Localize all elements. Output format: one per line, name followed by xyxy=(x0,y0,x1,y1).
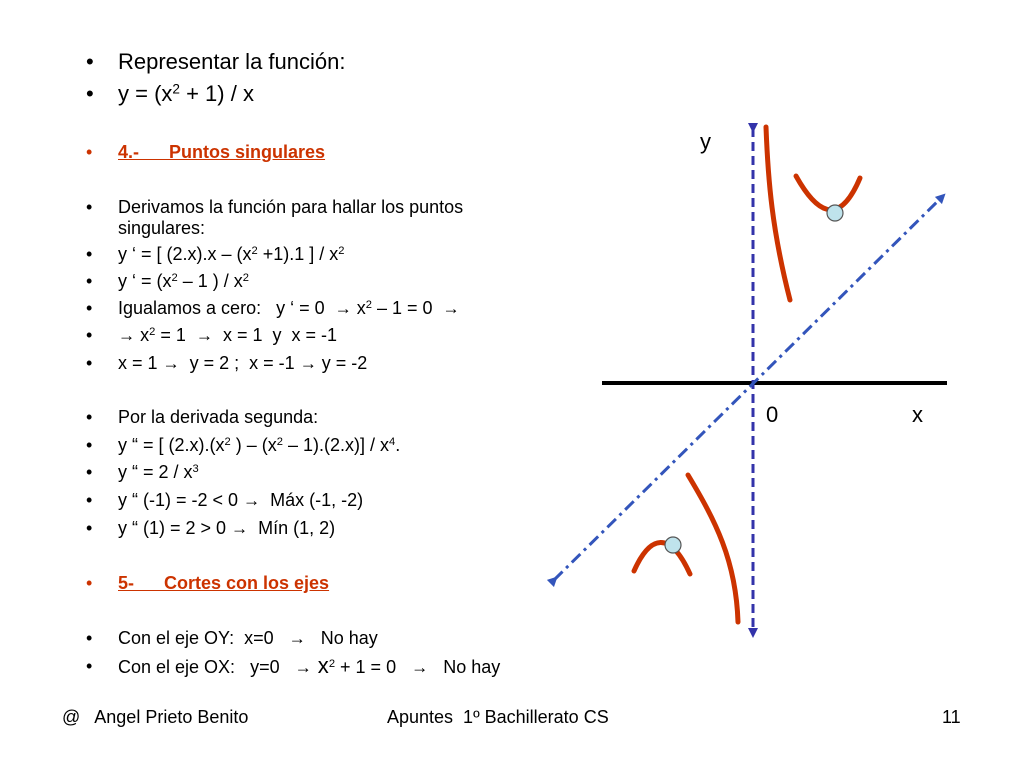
arrow-icon: → xyxy=(162,354,180,373)
maximum-point xyxy=(665,537,681,553)
y-axis-label: y xyxy=(700,129,711,154)
bullet: • xyxy=(86,518,93,538)
bullet: • xyxy=(86,435,93,455)
curve-branch-upper-left xyxy=(766,127,790,300)
arrow-icon: → xyxy=(243,491,261,510)
bullet: • xyxy=(86,271,93,291)
bullet: • xyxy=(86,656,93,676)
minimum-point xyxy=(827,205,843,221)
bullet: • xyxy=(86,325,93,345)
curve-branch-lower-right xyxy=(688,475,738,622)
arrow-icon: → xyxy=(118,326,136,345)
bullet: • xyxy=(86,462,93,482)
curve-branch-lower-max xyxy=(634,542,690,574)
bullet: • xyxy=(86,81,94,106)
arrow-icon: → xyxy=(442,299,460,318)
bullet: • xyxy=(86,49,94,74)
origin-label: 0 xyxy=(766,402,779,427)
arrow-icon: → xyxy=(294,658,312,677)
bullet: • xyxy=(86,244,93,264)
arrow-icon: → xyxy=(299,354,317,373)
bullet: • xyxy=(86,353,93,373)
footer-author: @ Angel Prieto Benito xyxy=(62,707,249,727)
x-axis-label: x xyxy=(912,402,923,427)
footer-course: Apuntes 1º Bachillerato CS xyxy=(387,707,609,727)
bullet: • xyxy=(86,142,93,162)
bullet: • xyxy=(86,628,93,648)
bullet: • xyxy=(86,407,93,427)
arrow-icon: → xyxy=(334,299,352,318)
bullet: • xyxy=(86,490,93,510)
bullet: • xyxy=(86,197,93,217)
oblique-asymptote xyxy=(554,197,942,580)
curve-branch-upper-min xyxy=(796,176,860,210)
bullet: • xyxy=(86,573,93,593)
arrow-icon: → xyxy=(411,658,429,677)
footer-page-number: 11 xyxy=(942,707,961,727)
arrow-icon: → xyxy=(195,326,213,345)
arrow-icon: → xyxy=(288,629,306,648)
arrow-icon: → xyxy=(231,519,249,538)
bullet: • xyxy=(86,298,93,318)
